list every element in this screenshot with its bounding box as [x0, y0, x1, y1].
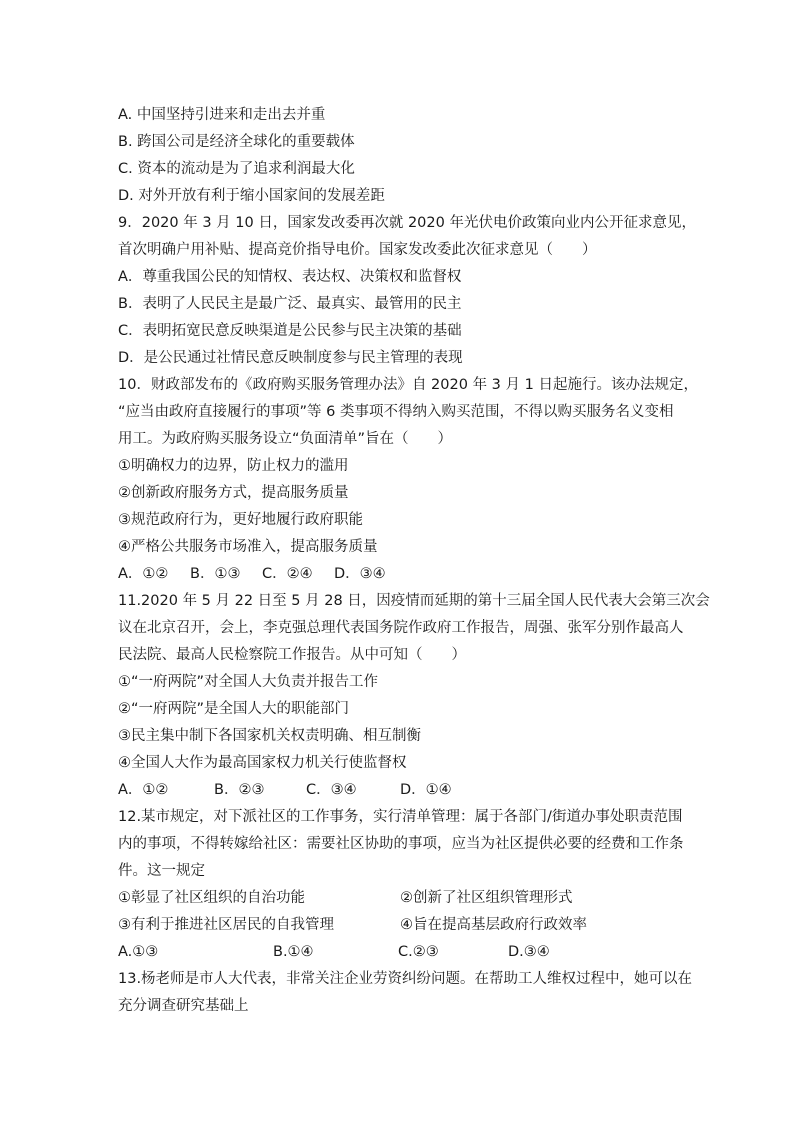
q11-statement-3: ③民主集中制下各国家机关权责明确、相互制衡	[118, 728, 421, 744]
q11-option-c: C．③④	[306, 782, 357, 798]
q9-option-d: D．是公民通过社情民意反映制度参与民主管理的表现	[118, 350, 463, 366]
q12-statement-3: ③有利于推进社区居民的自我管理	[118, 917, 334, 933]
q12-option-c: C.②③	[398, 944, 439, 960]
q11-stem-line-3: 民法院、最高人民检察院工作报告。从中可知（ ）	[118, 647, 466, 663]
q12-statement-2: ②创新了社区组织管理形式	[400, 890, 573, 906]
q10-statement-3: ③规范政府行为，更好地履行政府职能	[118, 512, 363, 528]
q12-stem-line-2: 内的事项，不得转嫁给社区：需要社区协助的事项，应当为社区提供必要的经费和工作条	[118, 836, 684, 852]
q12-option-a: A.①③	[118, 944, 159, 960]
q10-statement-2: ②创新政府服务方式，提高服务质量	[118, 485, 349, 501]
q12-stem-line-3: 件。这一规定	[118, 863, 205, 879]
q8-option-c: C. 资本的流动是为了追求利润最大化	[118, 161, 355, 177]
q9-option-b: B．表明了人民民主是最广泛、最真实、最管用的民主	[118, 296, 462, 312]
q9-stem-line-1: 9．2020 年 3 月 10 日，国家发改委再次就 2020 年光伏电价政策向业内公开征求意见，	[118, 215, 696, 231]
q13-stem-line-1: 13.杨老师是市人大代表，非常关注企业劳资纠纷问题。在帮助工人维权过程中，她可以在	[118, 971, 693, 987]
q11-stem-line-2: 议在北京召开，会上，李克强总理代表国务院作政府工作报告，周强、张军分别作最高人	[118, 620, 684, 636]
q11-statement-2: ②“一府两院”是全国人大的职能部门	[118, 701, 350, 717]
q10-statement-1: ①明确权力的边界，防止权力的滥用	[118, 458, 349, 474]
q11-option-d: D．①④	[400, 782, 452, 798]
q11-stem-line-1: 11.2020 年 5 月 22 日至 5 月 28 日，因疫情而延期的第十三届全国人民代表大会第三次会	[118, 593, 710, 609]
q10-option-b: B．①③	[190, 566, 241, 582]
q12-stem-line-1: 12.某市规定，对下派社区的工作事务，实行清单管理：属于各部门/街道办事处职责范围	[118, 809, 683, 825]
q8-option-b: B. 跨国公司是经济全球化的重要载体	[118, 134, 355, 150]
q10-stem-line-2: “应当由政府直接履行的事项”等 6 类事项不得纳入购买范围，不得以购买服务名义变相	[118, 404, 674, 420]
q11-option-b: B．②③	[214, 782, 265, 798]
q10-stem-line-3: 用工。为政府购买服务设立“负面清单”旨在（ ）	[118, 431, 453, 447]
q11-option-a: A．①②	[118, 782, 169, 798]
q9-option-a: A．尊重我国公民的知情权、表达权、决策权和监督权	[118, 269, 462, 285]
q12-statement-1: ①彰显了社区组织的自治功能	[118, 890, 305, 906]
q10-option-d: D．③④	[334, 566, 386, 582]
q13-stem-line-2: 充分调查研究基础上	[118, 998, 249, 1014]
q10-option-c: C．②④	[262, 566, 313, 582]
q8-option-d: D. 对外开放有利于缩小国家间的发展差距	[118, 188, 385, 204]
q9-stem-line-2: 首次明确户用补贴、提高竞价指导电价。国家发改委此次征求意见（ ）	[118, 242, 597, 258]
q10-stem-line-1: 10．财政部发布的《政府购买服务管理办法》自 2020 年 3 月 1 日起施行。该办法规定，	[118, 377, 698, 393]
q9-option-c: C．表明拓宽民意反映渠道是公民参与民主决策的基础	[118, 323, 462, 339]
q8-option-a: A. 中国坚持引进来和走出去并重	[118, 107, 326, 123]
q10-statement-4: ④严格公共服务市场准入，提高服务质量	[118, 539, 378, 555]
q12-statement-4: ④旨在提高基层政府行政效率	[400, 917, 587, 933]
q11-statement-1: ①“一府两院”对全国人大负责并报告工作	[118, 674, 379, 690]
q11-statement-4: ④全国人大作为最高国家权力机关行使监督权	[118, 755, 407, 771]
q10-option-a: A．①②	[118, 566, 169, 582]
q12-option-d: D.③④	[508, 944, 550, 960]
q12-option-b: B.①④	[273, 944, 314, 960]
